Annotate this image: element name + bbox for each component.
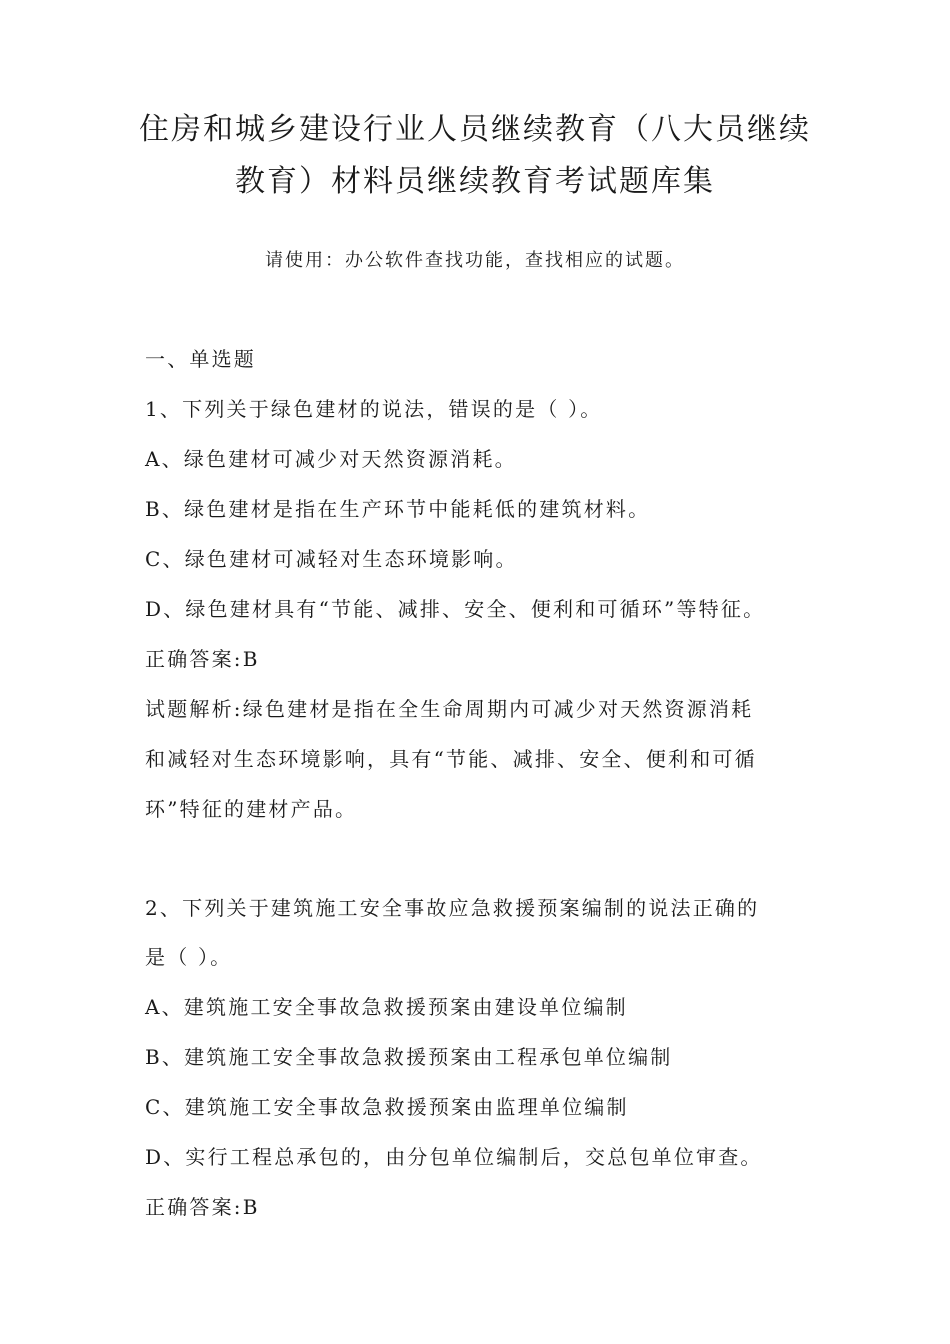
title-line-2: 教育）材料员继续教育考试题库集 [235, 164, 715, 199]
q2-stem-line-1: 2、下列关于建筑施工安全事故应急救援预案编制的说法正确的 [145, 896, 760, 920]
q1-option-d: D、绿色建材具有“节能、减排、安全、便利和可循环”等特征。 [145, 597, 766, 621]
q1-analysis-line-3: 环”特征的建材产品。 [145, 797, 358, 821]
usage-hint: 请使用：办公软件查找功能，查找相应的试题。 [265, 250, 685, 271]
q1-option-b: B、绿色建材是指在生产环节中能耗低的建筑材料。 [145, 497, 651, 521]
q1-answer: 正确答案:B [145, 647, 260, 671]
q2-option-d: D、实行工程总承包的，由分包单位编制后，交总包单位审查。 [145, 1145, 763, 1169]
title-line-1: 住房和城乡建设行业人员继续教育（八大员继续 [139, 112, 811, 147]
q2-answer: 正确答案:B [145, 1195, 260, 1219]
q1-analysis-line-2: 和减轻对生态环境影响，具有“节能、减排、安全、便利和可循 [145, 747, 757, 771]
document-title [120, 104, 830, 208]
q2-option-a: A、建筑施工安全事故急救援预案由建设单位编制 [145, 995, 628, 1019]
q1-stem: 1、下列关于绿色建材的说法，错误的是（ ）。 [145, 397, 603, 421]
q2-option-b: B、建筑施工安全事故急救援预案由工程承包单位编制 [145, 1045, 673, 1069]
q1-option-c: C、绿色建材可减轻对生态环境影响。 [145, 547, 518, 571]
section-heading: 一、单选题 [145, 347, 256, 371]
q1-option-a: A、绿色建材可减少对天然资源消耗。 [145, 447, 517, 471]
q2-option-c: C、建筑施工安全事故急救援预案由监理单位编制 [145, 1095, 629, 1119]
q2-stem-line-2: 是（ ）。 [145, 945, 233, 969]
q1-analysis-line-1: 试题解析:绿色建材是指在全生命周期内可减少对天然资源消耗 [145, 697, 754, 721]
